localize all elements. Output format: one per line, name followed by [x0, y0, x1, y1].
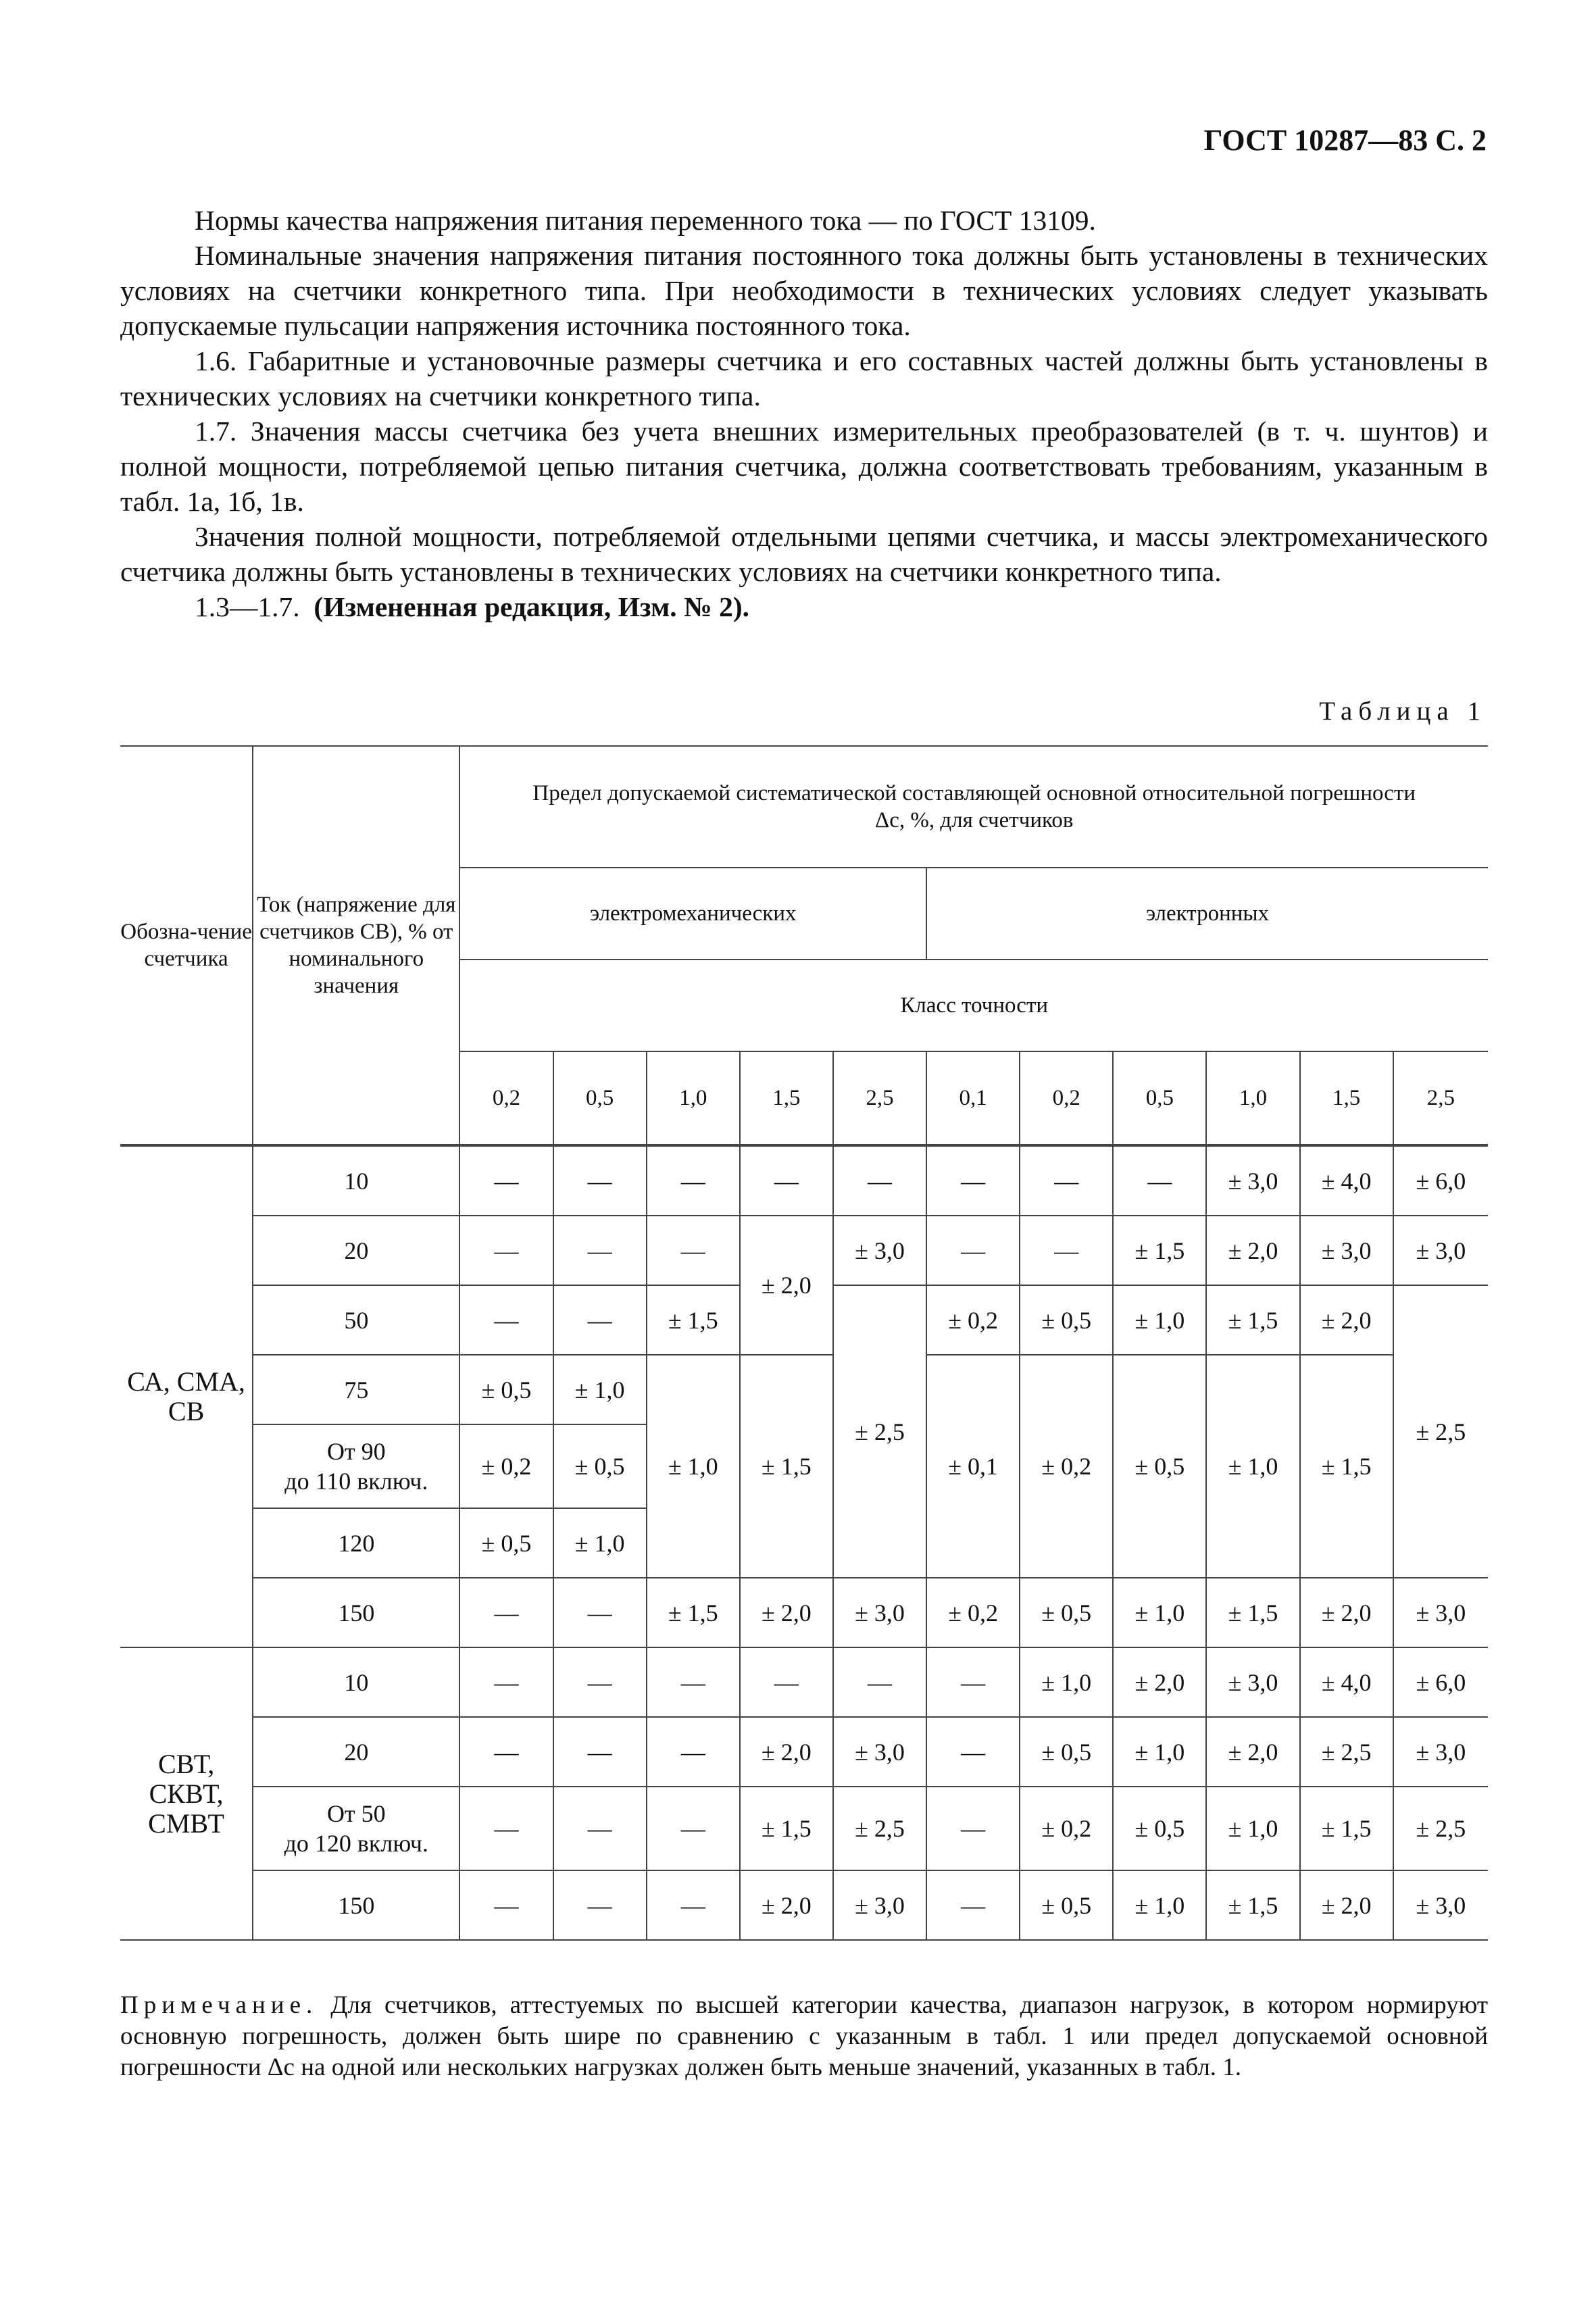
paragraph: 1.6. Габаритные и установочные размеры счетчика и его составных частей должны быть установлены в технических условиях на счетчики конкретного типа. [120, 345, 1488, 412]
table-cell: ± 2,0 [740, 1717, 833, 1787]
table-cell: ± 1,5 [647, 1578, 740, 1647]
table-cell: ± 0,5 [1020, 1717, 1113, 1787]
table-cell: ± 3,0 [1206, 1647, 1299, 1717]
table-cell: — [553, 1285, 647, 1355]
table-cell: ± 3,0 [1206, 1145, 1299, 1216]
table-cell: — [926, 1216, 1020, 1285]
group-electronic: электронных [926, 868, 1488, 960]
table-cell: ± 2,0 [1300, 1870, 1393, 1940]
table-cell: 75 [253, 1355, 459, 1424]
table-cell: ± 0,5 [1020, 1870, 1113, 1940]
table-cell: ± 1,0 [1020, 1647, 1113, 1717]
group-electromechanical: электромеханических [459, 868, 926, 960]
table-caption: Таблица 1 [1319, 697, 1487, 726]
table-cell: — [647, 1216, 740, 1285]
group-designation: СВТ, СКВТ, СМВТ [120, 1647, 253, 1940]
table-cell: ± 1,5 [1113, 1216, 1206, 1285]
table-cell: ± 1,5 [740, 1355, 833, 1578]
table-cell: — [1020, 1145, 1113, 1216]
table-cell: ± 4,0 [1300, 1647, 1393, 1717]
table-cell: ± 0,2 [459, 1424, 553, 1508]
table-cell: ± 0,2 [1020, 1787, 1113, 1870]
table-cell: — [926, 1870, 1020, 1940]
table-cell: ± 3,0 [833, 1216, 926, 1285]
table-cell: 150 [253, 1870, 459, 1940]
table-row [120, 1355, 1488, 1424]
table-cell: — [926, 1145, 1020, 1216]
table-cell: ± 2,0 [740, 1578, 833, 1647]
class-cell: 0,2 [1020, 1051, 1113, 1145]
table-cell: 20 [253, 1216, 459, 1285]
table-cell: — [553, 1216, 647, 1285]
table-cell: — [647, 1787, 740, 1870]
table-cell: ± 2,5 [833, 1787, 926, 1870]
table-cell: — [1020, 1216, 1113, 1285]
table-cell: ± 3,0 [833, 1717, 926, 1787]
class-cell: 0,5 [1113, 1051, 1206, 1145]
table-cell: 10 [253, 1647, 459, 1717]
table-cell: — [740, 1145, 833, 1216]
table-cell: ± 2,0 [1300, 1285, 1393, 1355]
table-cell: — [833, 1647, 926, 1717]
table-cell: От 90 до 110 включ. [253, 1424, 459, 1508]
table-cell: — [553, 1145, 647, 1216]
table-cell: ± 3,0 [833, 1870, 926, 1940]
paragraph: Нормы качества напряжения питания переменного тока — по ГОСТ 13109. [195, 205, 1096, 236]
class-cell: 0,2 [459, 1051, 553, 1145]
table-cell: ± 1,5 [1300, 1355, 1393, 1578]
table-cell: ± 1,5 [647, 1285, 740, 1355]
table-cell: ± 3,0 [1393, 1870, 1488, 1940]
table-cell: — [553, 1578, 647, 1647]
table-cell: ± 2,0 [1206, 1216, 1299, 1285]
table-cell: ± 0,2 [926, 1578, 1020, 1647]
table-cell: ± 1,5 [1206, 1285, 1299, 1355]
table-row [120, 1578, 1488, 1647]
table-cell: ± 0,5 [1113, 1355, 1206, 1578]
table-cell: — [459, 1787, 553, 1870]
table-cell: ± 2,0 [1300, 1578, 1393, 1647]
page-header: ГОСТ 10287—83 С. 2 [1203, 124, 1487, 157]
table-cell: ± 1,0 [553, 1508, 647, 1578]
table-cell: — [647, 1145, 740, 1216]
table-cell: — [553, 1717, 647, 1787]
table-cell: ± 0,5 [553, 1424, 647, 1508]
table-cell: ± 1,0 [1113, 1870, 1206, 1940]
table-cell: ± 1,0 [1113, 1717, 1206, 1787]
table-cell: ± 2,0 [740, 1216, 833, 1355]
table-cell: — [740, 1647, 833, 1717]
table-cell: ± 3,0 [833, 1578, 926, 1647]
table-cell: 10 [253, 1145, 459, 1216]
table-cell: ± 4,0 [1300, 1145, 1393, 1216]
table-cell: ± 1,0 [1206, 1787, 1299, 1870]
table-row [120, 1216, 1488, 1285]
table-cell: 50 [253, 1285, 459, 1355]
table-cell: ± 0,5 [459, 1355, 553, 1424]
table-cell: ± 1,5 [1300, 1787, 1393, 1870]
table-cell: От 50 до 120 включ. [253, 1787, 459, 1870]
paragraph: 1.7. Значения массы счетчика без учета внешних измерительных преобразователей (в т. ч. шунтов) и полной мощности, потребляемой цепью питания счетчика, должна соответствовать требованиям, указанным в табл. 1а, 1б, 1в. [120, 416, 1488, 517]
accuracy-class-header: Класс точности [459, 960, 1488, 1051]
col-designation-header: Обозна-чение счетчика [120, 746, 253, 1145]
table-cell: — [553, 1647, 647, 1717]
table-cell: — [459, 1285, 553, 1355]
table-cell: ± 1,0 [1206, 1355, 1299, 1578]
table-cell: ± 0,5 [1020, 1578, 1113, 1647]
table-cell: 150 [253, 1578, 459, 1647]
table-cell: ± 3,0 [1393, 1578, 1488, 1647]
note-label: Примечание. [120, 1991, 318, 2019]
table-row [120, 1787, 1488, 1870]
table-cell: 20 [253, 1717, 459, 1787]
table-cell: ± 0,5 [1113, 1787, 1206, 1870]
table-cell: ± 1,5 [1206, 1870, 1299, 1940]
table-cell: ± 0,2 [926, 1285, 1020, 1355]
table-cell: — [459, 1216, 553, 1285]
table-cell: ± 0,2 [1020, 1355, 1113, 1578]
paragraph: Номинальные значения напряжения питания постоянного тока должны быть установлены в технических условиях на счетчики конкретного типа. При необходимости в технических условиях следует указывать допускаемые пульсации напряжения источника постоянного тока. [120, 240, 1488, 341]
table-row [120, 1647, 1488, 1717]
table-cell: — [1113, 1145, 1206, 1216]
table-row [120, 1145, 1488, 1216]
table-cell: — [647, 1870, 740, 1940]
table-cell: ± 2,5 [833, 1285, 926, 1578]
table-cell: — [459, 1145, 553, 1216]
table-cell: ± 1,5 [1206, 1578, 1299, 1647]
body-text [120, 203, 1488, 624]
table-cell: — [459, 1717, 553, 1787]
class-cell: 0,1 [926, 1051, 1020, 1145]
col-current-header: Ток (напряжение для счетчиков СВ), % от номинального значения [253, 746, 459, 1145]
table-cell: ± 2,0 [740, 1870, 833, 1940]
table-cell: ± 2,5 [1393, 1787, 1488, 1870]
class-cell: 1,0 [1206, 1051, 1299, 1145]
table-cell: — [926, 1647, 1020, 1717]
class-cell: 2,5 [833, 1051, 926, 1145]
note-text: Для счетчиков, аттестуемых по высшей категории качества, диапазон нагрузок, в котором нормируют основную погрешность, должен быть шире по сравнению с указанным в табл. 1 или предел допускаемой основной погрешности Δс на одной или нескольких нагрузках должен быть меньше значений, указанных в табл. 1. [120, 1991, 1489, 2081]
class-cell: 0,5 [553, 1051, 647, 1145]
table-cell: — [459, 1870, 553, 1940]
table-cell: ± 0,5 [1020, 1285, 1113, 1355]
amendment-line: 1.3—1.7. (Измененная редакция, Изм. № 2). [195, 591, 750, 622]
table-note [120, 1990, 1488, 2083]
table-cell: ± 6,0 [1393, 1145, 1488, 1216]
table-cell: — [833, 1145, 926, 1216]
table-cell: ± 1,0 [1113, 1578, 1206, 1647]
table-cell: ± 2,0 [1113, 1647, 1206, 1717]
table-cell: ± 2,5 [1393, 1285, 1488, 1578]
table-row [120, 1870, 1488, 1940]
table-cell: ± 6,0 [1393, 1647, 1488, 1717]
amendment-bold: (Измененная редакция, Изм. № 2). [314, 591, 750, 622]
table-cell: — [926, 1787, 1020, 1870]
table-cell: ± 1,0 [647, 1355, 740, 1578]
group-designation: СА, СМА, СВ [120, 1145, 253, 1647]
class-cell: 2,5 [1393, 1051, 1488, 1145]
table-cell: ± 3,0 [1393, 1216, 1488, 1285]
table-cell: — [647, 1717, 740, 1787]
table-cell: ± 1,0 [553, 1355, 647, 1424]
table-cell: — [553, 1787, 647, 1870]
class-cell: 1,0 [647, 1051, 740, 1145]
table-cell: ± 1,0 [1113, 1285, 1206, 1355]
table-cell: — [459, 1647, 553, 1717]
table-cell: ± 3,0 [1393, 1717, 1488, 1787]
table-cell: — [553, 1870, 647, 1940]
table-cell: ± 2,0 [1206, 1717, 1299, 1787]
class-cell: 1,5 [740, 1051, 833, 1145]
table-row [120, 1717, 1488, 1787]
paragraph: Значения полной мощности, потребляемой отдельными цепями счетчика, и массы электромеханического счетчика должны быть установлены в технических условиях на счетчики конкретного типа. [120, 521, 1488, 587]
table-cell: — [926, 1717, 1020, 1787]
accuracy-table [120, 745, 1488, 1941]
table-cell: ± 1,5 [740, 1787, 833, 1870]
table-cell: ± 2,5 [1300, 1717, 1393, 1787]
table-cell: — [459, 1578, 553, 1647]
class-cell: 1,5 [1300, 1051, 1393, 1145]
col-limit-header: Предел допускаемой систематической составляющей основной относительной погрешности Δс, %, для счетчиков [459, 746, 1488, 868]
table-cell: ± 3,0 [1300, 1216, 1393, 1285]
table-cell: ± 0,5 [459, 1508, 553, 1578]
table-cell: ± 0,1 [926, 1355, 1020, 1578]
table-cell: — [647, 1647, 740, 1717]
table-cell: 120 [253, 1508, 459, 1578]
